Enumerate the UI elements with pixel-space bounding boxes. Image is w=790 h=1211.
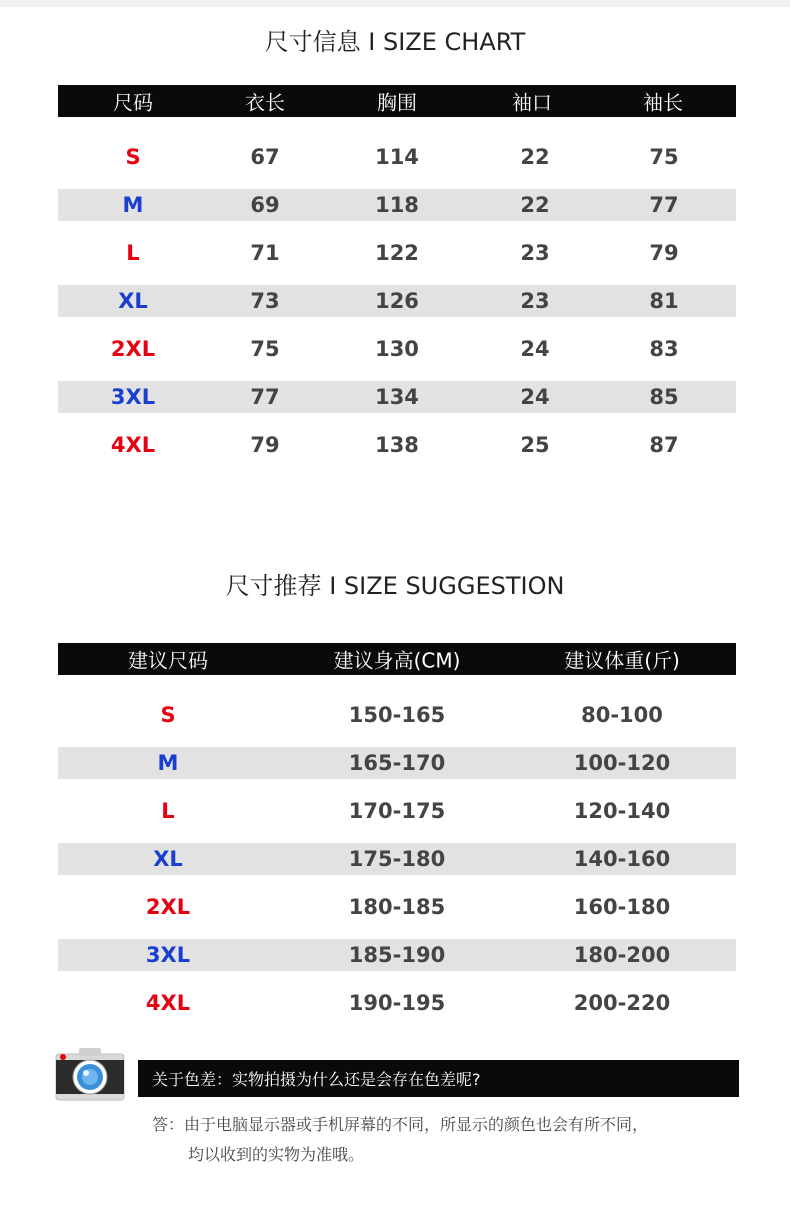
table-cell: 180-200 [573,943,671,967]
table-row [58,787,736,835]
table-cell: 79 [250,433,280,457]
table-cell: 77 [649,193,679,217]
table-cell: 114 [375,145,419,169]
table-cell: 83 [649,337,679,361]
size-chart-table [58,85,736,469]
header-weight: 建议体重(斤) [564,648,680,673]
table-cell: 160-180 [573,895,671,919]
table-row [58,189,736,221]
size-label: 2XL [145,895,191,919]
size-label: L [126,241,140,265]
camera-icon [55,1046,125,1102]
header-sleeve: 袖长 [643,90,683,115]
table-row [58,691,736,739]
table-cell: 24 [520,337,550,361]
table-cell: 77 [250,385,280,409]
table-row [58,381,736,413]
table-cell: 73 [250,289,280,313]
table-cell: 23 [520,289,550,313]
table-cell: 150-165 [348,703,446,727]
size-suggestion-table [58,643,736,1027]
header-suggest-size: 建议尺码 [128,648,208,673]
size-label: XL [153,847,183,871]
size-label: 3XL [110,385,156,409]
answer-line-1: 答：由于电脑显示器或手机屏幕的不同，所显示的颜色也会有所不同， [152,1115,649,1134]
table-cell: 75 [250,337,280,361]
size-label: L [161,799,175,823]
table-cell: 81 [649,289,679,313]
answer-line-2: 均以收到的实物为准哦。 [188,1145,365,1164]
size-label: M [122,193,144,217]
table-cell: 71 [250,241,280,265]
size-label: 4XL [145,991,191,1015]
table-cell: 122 [375,241,419,265]
table-cell: 190-195 [348,991,446,1015]
table-row [58,939,736,971]
size-suggestion-header [58,643,736,675]
table-cell: 85 [649,385,679,409]
table-cell: 134 [375,385,419,409]
header-length: 衣长 [245,90,285,115]
table-cell: 180-185 [348,895,446,919]
table-row [58,421,736,469]
size-label: S [160,703,176,727]
table-cell: 24 [520,385,550,409]
table-cell: 79 [649,241,679,265]
size-chart-title: 尺寸信息 I SIZE CHART [264,28,526,56]
size-label: M [157,751,179,775]
table-cell: 170-175 [348,799,446,823]
table-cell: 100-120 [573,751,671,775]
color-difference-answer [152,1110,732,1170]
table-cell: 126 [375,289,419,313]
table-row [58,229,736,277]
table-cell: 165-170 [348,751,446,775]
table-row [58,747,736,779]
table-cell: 22 [520,145,550,169]
size-label: 4XL [110,433,156,457]
table-row [58,325,736,373]
header-size: 尺码 [113,90,153,115]
table-cell: 185-190 [348,943,446,967]
table-cell: 87 [649,433,679,457]
table-row [58,285,736,317]
size-suggestion-title: 尺寸推荐 I SIZE SUGGESTION [225,572,565,600]
header-height: 建议身高(CM) [333,648,461,673]
table-cell: 80-100 [581,703,663,727]
table-cell: 22 [520,193,550,217]
table-cell: 69 [250,193,280,217]
table-cell: 140-160 [573,847,671,871]
header-chest: 胸围 [377,90,417,115]
size-label: S [125,145,141,169]
table-cell: 138 [375,433,419,457]
table-cell: 130 [375,337,419,361]
table-row [58,883,736,931]
table-cell: 200-220 [573,991,671,1015]
table-cell: 175-180 [348,847,446,871]
table-cell: 23 [520,241,550,265]
top-divider-strip [0,0,790,7]
size-chart-header [58,85,736,117]
size-label: XL [118,289,148,313]
size-label: 2XL [110,337,156,361]
color-difference-question: 关于色差：实物拍摄为什么还是会存在色差呢? [138,1060,739,1097]
table-row [58,843,736,875]
table-cell: 75 [649,145,679,169]
header-cuff: 袖口 [512,90,552,115]
table-cell: 120-140 [573,799,671,823]
table-row [58,979,736,1027]
table-cell: 25 [520,433,550,457]
table-cell: 67 [250,145,280,169]
table-cell: 118 [375,193,419,217]
size-label: 3XL [145,943,191,967]
table-row [58,133,736,181]
